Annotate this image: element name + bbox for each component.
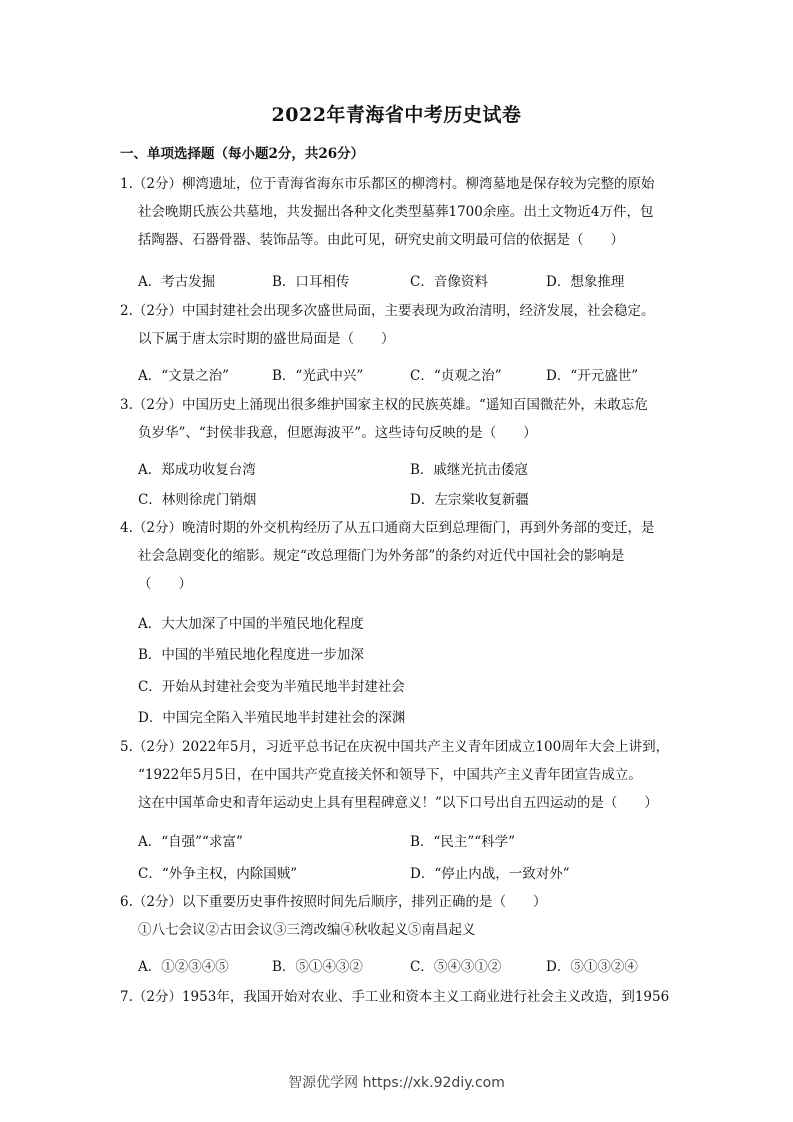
- option-a: A．“文景之治”: [138, 368, 230, 384]
- question-5: [120, 733, 680, 817]
- option-b: B．⑤①④③②: [272, 959, 363, 975]
- option-c: C．“外争主权，内除国贼”: [138, 866, 298, 882]
- question-line: ①八七会议②古田会议③三湾改编④秋收起义⑤南昌起义: [138, 922, 476, 938]
- question-line: 社会晚期氏族公共墓地，共发掘出各种文化类型墓葬1700余座。出土文物近4万件，包: [138, 204, 654, 220]
- question-line: 6.（2分）以下重要历史事件按照时间先后顺序，排列正确的是（ ）: [120, 894, 547, 910]
- question-line: （ ）: [138, 576, 192, 592]
- option-c: C．音像资料: [410, 274, 488, 290]
- option-b: B．“光武中兴”: [272, 368, 364, 384]
- question-line: 1.（2分）柳湾遗址，位于青海省海东市乐都区的柳湾村。柳湾墓地是保存较为完整的原始: [120, 176, 655, 192]
- question-line: 以下属于唐太宗时期的盛世局面是（ ）: [138, 331, 395, 347]
- question-6: [120, 888, 680, 944]
- option-b: B．中国的半殖民地化程度进一步加深: [138, 647, 364, 663]
- question-line: 5.（2分）2022年5月，习近平总书记在庆祝中国共产主义青年团成立100周年大会上讲到，: [120, 739, 670, 755]
- question-line: 负岁华”、“封侯非我意，但愿海波平”。这些诗句反映的是（ ）: [138, 425, 537, 441]
- question-4: [120, 514, 680, 598]
- question-2: [120, 297, 680, 353]
- option-c: C．林则徐虎门销烟: [138, 492, 257, 508]
- option-a: A．“自强”“求富”: [138, 834, 243, 850]
- option-a: A．①②③④⑤: [138, 959, 229, 975]
- option-b: B．“民主”“科学”: [410, 834, 516, 850]
- option-d: D．“开元盛世”: [546, 368, 639, 384]
- question-line: 社会急剧变化的缩影。规定“改总理衙门为外务部”的条约对近代中国社会的影响是: [138, 548, 625, 564]
- question-line: 这在中国革命史和青年运动史上具有里程碑意义！”以下口号出自五四运动的是（ ）: [138, 795, 658, 811]
- option-d: D．想象推理: [546, 274, 625, 290]
- section-heading: 一、单项选择题（每小题2分，共26分）: [120, 146, 365, 162]
- option-d: D．中国完全陷入半殖民地半封建社会的深渊: [138, 710, 406, 726]
- option-a: A．大大加深了中国的半殖民地化程度: [138, 616, 364, 632]
- page-title: 2022年青海省中考历史试卷: [271, 104, 522, 126]
- option-c: C．⑤④③①②: [410, 959, 502, 975]
- question-line: 2.（2分）中国封建社会出现多次盛世局面，主要表现为政治清明，经济发展，社会稳定。: [120, 303, 655, 319]
- question-line: “1922年5月5日，在中国共产党直接关怀和领导下，中国共产主义青年团宣告成立。: [138, 767, 642, 783]
- option-a: A．郑成功收复台湾: [138, 462, 256, 478]
- option-d: D．左宗棠收复新疆: [410, 492, 529, 508]
- question-line: 4.（2分）晚清时期的外交机构经历了从五口通商大臣到总理衙门，再到外务部的变迁，是: [120, 520, 655, 536]
- option-d: D．⑤①③②④: [546, 959, 638, 975]
- option-b: B．戚继光抗击倭寇: [410, 462, 528, 478]
- option-d: D．“停止内战，一致对外”: [410, 866, 570, 882]
- question-7: [120, 983, 680, 1011]
- option-a: A．考古发掘: [138, 274, 216, 290]
- question-line: 3.（2分）中国历史上涌现出很多维护国家主权的民族英雄。“遥知百国微茫外，未敢忘危: [120, 397, 648, 413]
- option-c: C．“贞观之治”: [410, 368, 502, 384]
- question-line: 7.（2分）1953年，我国开始对农业、手工业和资本主义工商业进行社会主义改造，到1956: [120, 989, 670, 1005]
- question-3: [120, 391, 680, 447]
- footer-watermark: 智源优学网 https://xk.92diy.com: [288, 1075, 505, 1091]
- question-line: 括陶器、石器骨器、装饰品等。由此可见，研究史前文明最可信的依据是（ ）: [138, 232, 624, 248]
- question-1: [120, 170, 680, 254]
- option-c: C．开始从封建社会变为半殖民地半封建社会: [138, 679, 405, 695]
- option-b: B．口耳相传: [272, 274, 350, 290]
